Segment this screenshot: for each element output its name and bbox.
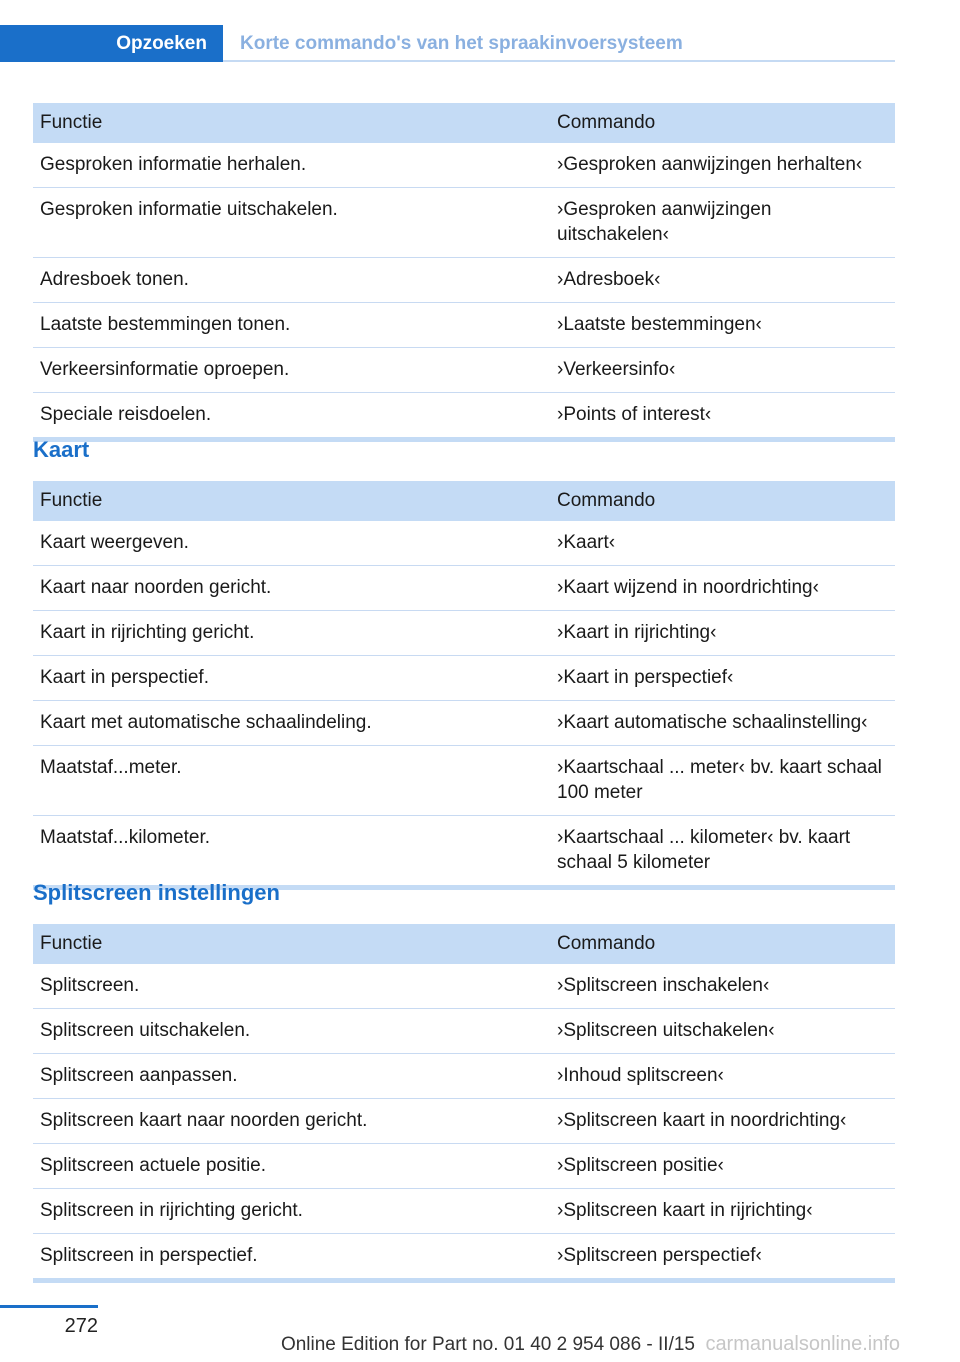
function-cell: Splitscreen in perspectief. [33, 1234, 550, 1281]
function-cell: Splitscreen uitschakelen. [33, 1009, 550, 1054]
map-commands-table [33, 481, 895, 890]
footer-divider [0, 1305, 98, 1308]
section-title-kaart: Kaart [33, 437, 90, 462]
table-row [33, 258, 895, 303]
command-cell: ›Splitscreen positie‹ [550, 1144, 895, 1189]
command-cell: ›Adresboek‹ [550, 258, 895, 303]
function-cell: Kaart naar noorden gericht. [33, 566, 550, 611]
table-row [33, 188, 895, 258]
chapter-title: Korte commando's van het spraakinvoersysteem [240, 33, 683, 54]
column-header-functie: Functie [33, 924, 550, 964]
table-row [33, 1189, 895, 1234]
function-cell: Kaart weergeven. [33, 521, 550, 566]
table-row [33, 1009, 895, 1054]
table-row [33, 143, 895, 188]
table-row [33, 611, 895, 656]
column-header-commando: Commando [550, 103, 895, 143]
column-header-commando: Commando [550, 924, 895, 964]
edition-note: Online Edition for Part no. 01 40 2 954 086 - II/15 [280, 1334, 695, 1355]
table-row [33, 1054, 895, 1099]
command-cell: ›Kaart in perspectief‹ [550, 656, 895, 701]
command-cell: ›Kaart in rijrichting‹ [550, 611, 895, 656]
table-row [33, 303, 895, 348]
splitscreen-commands-table [33, 924, 895, 1283]
command-cell: ›Splitscreen kaart in noordrichting‹ [550, 1099, 895, 1144]
command-cell: ›Splitscreen uitschakelen‹ [550, 1009, 895, 1054]
command-cell: ›Gesproken aanwijzingen uitschakelen‹ [550, 188, 895, 258]
column-header-functie: Functie [33, 103, 550, 143]
table-row [33, 746, 895, 816]
command-cell: ›Verkeersinfo‹ [550, 348, 895, 393]
table-row [33, 964, 895, 1009]
command-cell: ›Kaart automatische schaalinstelling‹ [550, 701, 895, 746]
command-cell: ›Points of interest‹ [550, 393, 895, 440]
command-cell: ›Splitscreen perspectief‹ [550, 1234, 895, 1281]
table-row [33, 656, 895, 701]
watermark: carmanualsonline.info [705, 1333, 900, 1355]
command-cell: ›Kaart‹ [550, 521, 895, 566]
function-cell: Kaart met automatische schaalindeling. [33, 701, 550, 746]
command-cell: ›Splitscreen kaart in rijrichting‹ [550, 1189, 895, 1234]
table-header-row [33, 924, 895, 964]
function-cell: Kaart in rijrichting gericht. [33, 611, 550, 656]
command-cell: ›Kaartschaal ... kilometer‹ bv. kaart schaal 5 kilometer [550, 816, 895, 888]
function-cell: Gesproken informatie herhalen. [33, 143, 550, 188]
command-cell: ›Laatste bestemmingen‹ [550, 303, 895, 348]
command-cell: ›Splitscreen inschakelen‹ [550, 964, 895, 1009]
function-cell: Gesproken informatie uitschakelen. [33, 188, 550, 258]
page-header [0, 25, 895, 63]
table-row [33, 521, 895, 566]
function-cell: Splitscreen in rijrichting gericht. [33, 1189, 550, 1234]
command-cell: ›Inhoud splitscreen‹ [550, 1054, 895, 1099]
function-cell: Laatste bestemmingen tonen. [33, 303, 550, 348]
column-header-functie: Functie [33, 481, 550, 521]
table-row [33, 566, 895, 611]
page-number: 272 [64, 1315, 98, 1337]
section-title-splitscreen: Splitscreen instellingen [33, 880, 280, 905]
section-tab: Opzoeken [0, 25, 223, 62]
function-cell: Splitscreen actuele positie. [33, 1144, 550, 1189]
navigation-commands-table [33, 103, 895, 442]
table-header-row [33, 481, 895, 521]
table-row [33, 1099, 895, 1144]
function-cell: Maatstaf...kilometer. [33, 816, 550, 888]
command-cell: ›Kaartschaal ... meter‹ bv. kaart schaal 100 meter [550, 746, 895, 816]
table-row [33, 816, 895, 888]
header-divider [223, 60, 895, 62]
function-cell: Kaart in perspectief. [33, 656, 550, 701]
command-cell: ›Gesproken aanwijzingen herhalten‹ [550, 143, 895, 188]
function-cell: Splitscreen. [33, 964, 550, 1009]
table-row [33, 701, 895, 746]
command-cell: ›Kaart wijzend in noordrichting‹ [550, 566, 895, 611]
column-header-commando: Commando [550, 481, 895, 521]
function-cell: Splitscreen kaart naar noorden gericht. [33, 1099, 550, 1144]
function-cell: Splitscreen aanpassen. [33, 1054, 550, 1099]
function-cell: Maatstaf...meter. [33, 746, 550, 816]
table-row [33, 348, 895, 393]
table-row [33, 1144, 895, 1189]
function-cell: Verkeersinformatie oproepen. [33, 348, 550, 393]
function-cell: Adresboek tonen. [33, 258, 550, 303]
table-header-row [33, 103, 895, 143]
table-row [33, 1234, 895, 1281]
table-row [33, 393, 895, 440]
function-cell: Speciale reisdoelen. [33, 393, 550, 440]
